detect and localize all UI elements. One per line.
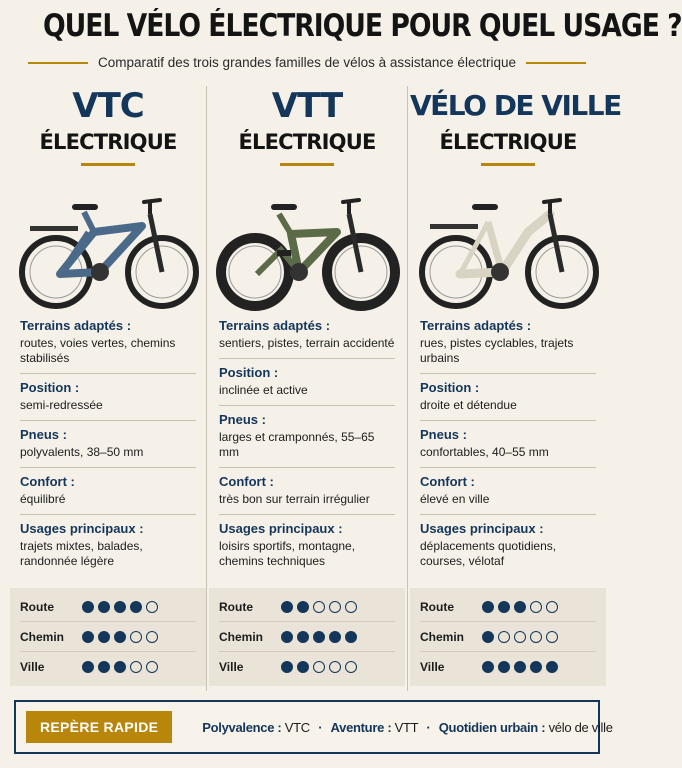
rating-dot-filled <box>297 601 309 613</box>
spec-item <box>20 312 196 374</box>
rating-dot-filled <box>498 601 510 613</box>
spec-label: Confort : <box>420 474 475 489</box>
rating-dot-empty <box>345 661 357 673</box>
column-subtitle: ÉLECTRIQUE <box>439 130 577 154</box>
spec-value: déplacements quotidiens, courses, vélotaf <box>420 539 557 568</box>
motor <box>290 263 308 281</box>
rating-dot-filled <box>482 601 494 613</box>
spec-item <box>420 515 596 576</box>
spec-item <box>20 515 196 576</box>
spec-value: loisirs sportifs, montagne, chemins techniques <box>219 539 356 568</box>
rating-dot-filled <box>329 631 341 643</box>
rating-dot-filled <box>514 601 526 613</box>
bike-illustration <box>410 174 606 306</box>
quick-reference-box <box>14 700 613 754</box>
rating-row <box>420 622 596 652</box>
rating-dots <box>281 601 357 613</box>
spec-value: larges et cramponnés, 55–65 mm <box>219 430 375 459</box>
spec-label: Position : <box>219 365 279 380</box>
rating-label: Ville <box>219 660 244 674</box>
rating-dot-filled <box>82 601 94 613</box>
spec-label: Terrains adaptés : <box>219 318 331 333</box>
quick-label-quotidien: Quotidien urbain : <box>438 719 546 735</box>
rating-dot-empty <box>514 631 526 643</box>
fork <box>550 214 562 272</box>
rating-label: Ville <box>20 660 45 674</box>
rating-dot-filled <box>114 661 126 673</box>
spec-label: Confort : <box>20 474 75 489</box>
spec-value: inclinée et active <box>219 383 308 397</box>
spec-label: Usages principaux : <box>219 521 343 536</box>
rating-row <box>20 652 196 682</box>
column-title: VTC <box>72 86 144 126</box>
rating-dot-empty <box>313 601 325 613</box>
rating-dot-filled <box>114 601 126 613</box>
rating-dot-filled <box>514 661 526 673</box>
rating-dot-filled <box>98 661 110 673</box>
rear-rack <box>430 224 478 229</box>
rating-dot-filled <box>82 661 94 673</box>
spec-value: routes, voies vertes, chemins stabilisés <box>20 336 176 365</box>
spec-value: confortables, 40–55 mm <box>420 445 549 459</box>
spec-item <box>420 374 596 421</box>
spec-value: équilibré <box>20 492 66 506</box>
quick-reference-text <box>202 720 612 735</box>
rating-dots <box>482 601 558 613</box>
column-vtc <box>10 86 206 691</box>
saddle <box>472 204 498 210</box>
rating-dot-filled <box>313 631 325 643</box>
rating-dots <box>82 631 158 643</box>
quick-value-quotidien: vélo de ville <box>548 719 613 735</box>
page-subtitle: Comparatif des trois grandes familles de vélos à assistance électrique <box>98 55 516 70</box>
rating-dot-filled <box>297 661 309 673</box>
spec-label: Usages principaux : <box>20 521 144 536</box>
spec-value: semi-redressée <box>20 398 103 412</box>
rating-row <box>420 592 596 622</box>
spec-value: droite et détendue <box>420 398 517 412</box>
rating-dot-filled <box>82 631 94 643</box>
saddle <box>72 204 98 210</box>
rating-label: Route <box>219 599 253 614</box>
rating-row <box>20 592 196 622</box>
spec-item <box>219 515 395 576</box>
handlebar <box>544 200 560 202</box>
footer-dot-separator: · <box>426 719 431 735</box>
rating-dot-empty <box>146 631 158 643</box>
rating-dot-filled <box>281 631 293 643</box>
column-title-rule <box>280 163 334 166</box>
rating-dots <box>82 661 158 673</box>
spec-label: Usages principaux : <box>420 521 544 536</box>
rear-shock <box>277 250 291 256</box>
rating-dots <box>281 631 357 643</box>
rating-label: Ville <box>420 660 445 674</box>
rating-dot-empty <box>546 601 558 613</box>
spec-label: Pneus : <box>20 427 67 442</box>
spec-value: trajets mixtes, balades, randonnée légère <box>20 539 143 568</box>
rating-label: Chemin <box>219 629 264 644</box>
spec-value: rues, pistes cyclables, trajets urbains <box>420 336 574 365</box>
spec-item <box>420 421 596 468</box>
rating-dot-filled <box>98 631 110 643</box>
rating-dots <box>82 601 158 613</box>
rating-dot-empty <box>146 601 158 613</box>
rating-row <box>219 622 395 652</box>
handlebar <box>343 200 359 202</box>
rating-dot-empty <box>329 601 341 613</box>
rating-dots <box>482 631 558 643</box>
spec-item <box>420 468 596 515</box>
saddle <box>271 204 297 210</box>
footer-dot-separator: · <box>318 719 323 735</box>
rating-dots <box>281 661 357 673</box>
column-subtitle: ÉLECTRIQUE <box>238 130 376 154</box>
rating-dot-empty <box>130 631 142 643</box>
spec-label: Position : <box>20 380 80 395</box>
rating-dot-filled <box>281 601 293 613</box>
column-subtitle: ÉLECTRIQUE <box>39 130 177 154</box>
rating-dot-filled <box>114 631 126 643</box>
column-title: VÉLO DE VILLE <box>410 89 621 122</box>
rating-dot-empty <box>329 661 341 673</box>
rating-dot-filled <box>546 661 558 673</box>
rating-row <box>420 652 596 682</box>
column-title-rule <box>481 163 535 166</box>
quick-reference-badge: REPÈRE RAPIDE <box>26 711 172 743</box>
spec-list <box>10 312 206 576</box>
rating-dot-empty <box>146 661 158 673</box>
motor <box>491 263 509 281</box>
bike-illustration <box>10 174 206 306</box>
quick-value-aventure: VTT <box>394 719 419 735</box>
spec-item <box>219 312 395 359</box>
spec-item <box>20 374 196 421</box>
spec-item <box>20 421 196 468</box>
spec-value: sentiers, pistes, terrain accidenté <box>219 336 395 350</box>
spec-value: polyvalents, 38–50 mm <box>20 445 144 459</box>
handlebar <box>144 200 160 202</box>
rating-panel <box>10 588 206 686</box>
bike-illustration <box>209 174 405 306</box>
spec-item <box>219 468 395 515</box>
spec-item <box>420 312 596 374</box>
rating-dot-empty <box>530 631 542 643</box>
column-divider <box>206 86 207 691</box>
column-vtt <box>209 86 405 691</box>
spec-label: Pneus : <box>219 412 266 427</box>
motor <box>91 263 109 281</box>
spec-value: très bon sur terrain irrégulier <box>219 492 370 506</box>
column-title-rule <box>81 163 135 166</box>
rating-row <box>20 622 196 652</box>
rating-dot-empty <box>498 631 510 643</box>
rating-dots <box>482 661 558 673</box>
quick-value-polyvalence: VTC <box>284 719 310 735</box>
spec-label: Terrains adaptés : <box>420 318 532 333</box>
rating-panel <box>410 588 606 686</box>
quick-label-aventure: Aventure : <box>330 719 392 735</box>
subtitle-row <box>0 55 614 70</box>
column-divider <box>407 86 408 691</box>
subtitle-rule-left <box>28 62 88 64</box>
rating-dot-empty <box>130 661 142 673</box>
rating-dot-filled <box>482 661 494 673</box>
rating-row <box>219 652 395 682</box>
spec-label: Terrains adaptés : <box>20 318 132 333</box>
subtitle-rule-right <box>526 62 586 64</box>
page-title: QUEL VÉLO ÉLECTRIQUE POUR QUEL USAGE ? <box>42 8 682 44</box>
rating-dot-filled <box>297 631 309 643</box>
rating-row <box>219 592 395 622</box>
spec-label: Pneus : <box>420 427 467 442</box>
rating-dot-empty <box>313 661 325 673</box>
fork <box>150 214 162 272</box>
spec-list <box>209 312 405 576</box>
rating-dot-filled <box>345 631 357 643</box>
rating-dot-filled <box>482 631 494 643</box>
rating-label: Route <box>20 599 54 614</box>
rating-dot-empty <box>546 631 558 643</box>
rear-rack <box>30 226 78 231</box>
column-velo-de-ville <box>410 86 621 691</box>
rating-panel <box>209 588 405 686</box>
spec-label: Confort : <box>219 474 274 489</box>
rating-dot-filled <box>281 661 293 673</box>
spec-label: Position : <box>420 380 480 395</box>
spec-item <box>219 359 395 406</box>
quick-label-polyvalence: Polyvalence : <box>202 719 282 735</box>
rating-label: Chemin <box>420 629 465 644</box>
rating-label: Route <box>420 599 454 614</box>
spec-item <box>219 406 395 468</box>
rating-dot-filled <box>130 601 142 613</box>
rating-dot-empty <box>530 601 542 613</box>
column-title: VTT <box>271 86 343 126</box>
rating-label: Chemin <box>20 629 65 644</box>
spec-item <box>20 468 196 515</box>
rating-dot-filled <box>98 601 110 613</box>
rating-dot-empty <box>345 601 357 613</box>
spec-value: élevé en ville <box>420 492 490 506</box>
rating-dot-filled <box>498 661 510 673</box>
spec-list <box>410 312 606 576</box>
rating-dot-filled <box>530 661 542 673</box>
